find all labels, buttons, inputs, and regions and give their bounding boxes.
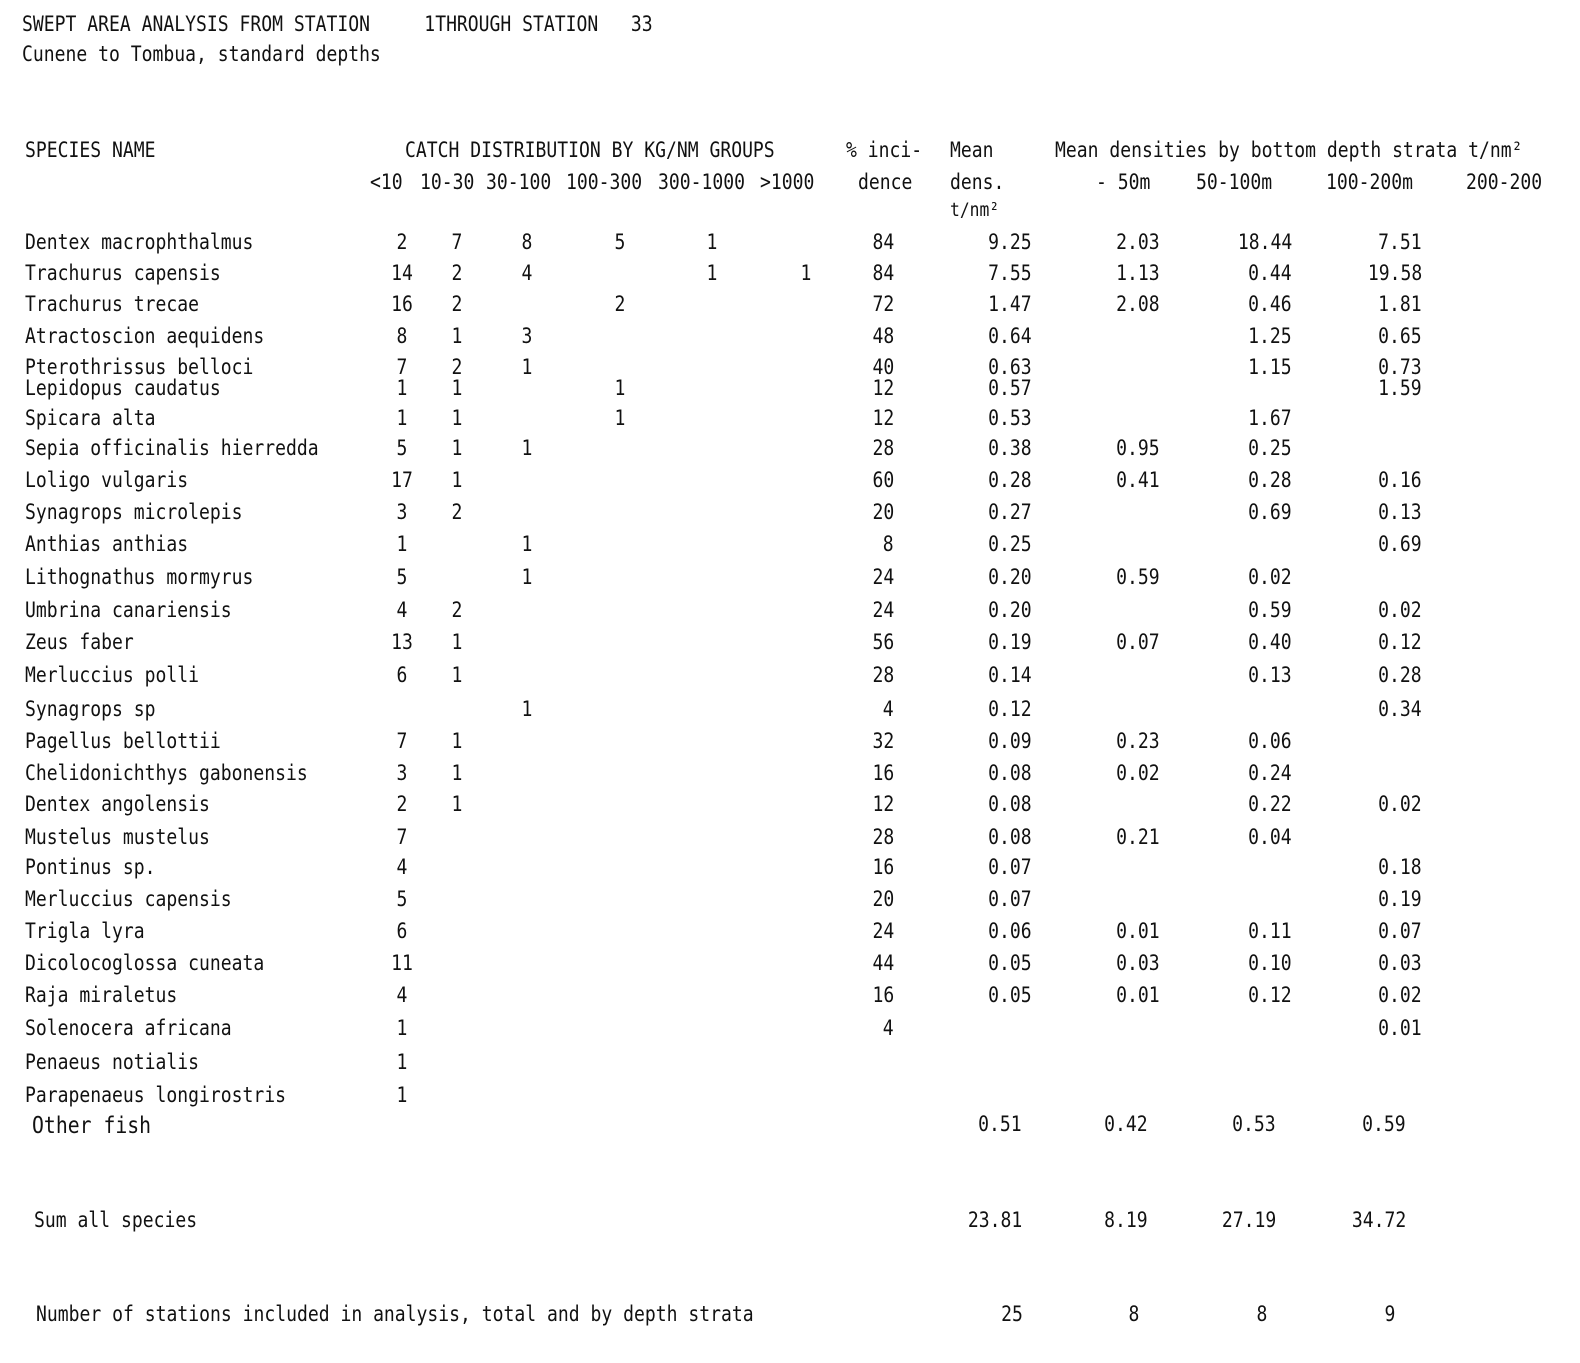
catch-count: 1 <box>451 376 463 400</box>
species-name: Dicolocoglossa cuneata <box>25 951 265 975</box>
catch-count: 5 <box>396 436 408 460</box>
strata-density: 0.95 <box>1116 436 1160 460</box>
species-name: Atractoscion aequidens <box>25 324 265 348</box>
strata-density: 0.02 <box>1116 761 1160 785</box>
incidence-value: 8 <box>883 532 894 556</box>
header-mean-3: t/nm² <box>950 199 1000 221</box>
strata-density: 0.69 <box>1248 500 1292 524</box>
incidence-value: 72 <box>872 292 894 316</box>
header-strata-column: 200-200 <box>1466 170 1543 194</box>
strata-density: 0.11 <box>1248 919 1292 943</box>
incidence-value: 20 <box>872 500 894 524</box>
catch-count: 1 <box>451 436 463 460</box>
incidence-value: 24 <box>872 598 894 622</box>
strata-density: 0.02 <box>1378 598 1422 622</box>
mean-density: 0.05 <box>988 983 1032 1007</box>
species-name: Pontinus sp. <box>25 855 156 879</box>
catch-count: 2 <box>451 598 463 622</box>
header-incidence-2: dence <box>858 170 913 194</box>
catch-count: 1 <box>614 406 626 430</box>
strata-density: 0.18 <box>1378 855 1422 879</box>
strata-density: 0.06 <box>1248 729 1292 753</box>
strata-density: 1.25 <box>1248 324 1292 348</box>
incidence-value: 28 <box>872 663 894 687</box>
strata-density: 0.16 <box>1378 468 1422 492</box>
strata-density: 1.13 <box>1116 261 1160 285</box>
mean-density: 0.09 <box>988 729 1032 753</box>
strata-density: 0.41 <box>1116 468 1160 492</box>
incidence-value: 4 <box>883 1016 894 1040</box>
mean-density: 0.19 <box>988 630 1032 654</box>
strata-density: 0.21 <box>1116 825 1160 849</box>
strata-density: 2.08 <box>1116 292 1160 316</box>
catch-count: 6 <box>396 663 408 687</box>
mean-density: 9.25 <box>988 230 1032 254</box>
strata-density: 0.12 <box>1248 983 1292 1007</box>
stations-strata-2: 8 <box>1256 1302 1268 1326</box>
species-name: Pagellus bellottii <box>25 729 221 753</box>
mean-density: 0.25 <box>988 532 1032 556</box>
catch-count: 1 <box>451 792 463 816</box>
strata-density: 2.03 <box>1116 230 1160 254</box>
header-incidence-1: % inci- <box>846 138 923 162</box>
mean-density: 0.08 <box>988 825 1032 849</box>
catch-count: 1 <box>396 376 408 400</box>
species-name: Mustelus mustelus <box>25 825 210 849</box>
mean-density: 0.53 <box>988 406 1032 430</box>
strata-density: 0.03 <box>1378 951 1422 975</box>
strata-density: 0.59 <box>1116 565 1160 589</box>
header-catch-group: 300-1000 <box>658 170 745 194</box>
strata-density: 19.58 <box>1367 261 1422 285</box>
other-fish-strata-2: 0.53 <box>1232 1112 1276 1136</box>
mean-density: 0.08 <box>988 761 1032 785</box>
strata-density: 0.12 <box>1378 630 1422 654</box>
catch-count: 11 <box>391 951 413 975</box>
mean-density: 0.38 <box>988 436 1032 460</box>
catch-count: 5 <box>396 887 408 911</box>
catch-count: 5 <box>396 565 408 589</box>
incidence-value: 20 <box>872 887 894 911</box>
incidence-value: 12 <box>872 376 894 400</box>
sum-strata-1: 8.19 <box>1104 1208 1148 1232</box>
catch-count: 1 <box>396 406 408 430</box>
strata-density: 7.51 <box>1378 230 1422 254</box>
species-name: Anthias anthias <box>25 532 189 556</box>
catch-count: 2 <box>451 500 463 524</box>
catch-count: 2 <box>396 230 408 254</box>
catch-count: 8 <box>396 324 408 348</box>
header-strata-column: 100-200m <box>1326 170 1413 194</box>
other-fish-label: Other fish <box>32 1113 152 1139</box>
incidence-value: 24 <box>872 565 894 589</box>
header-catch-group: 30-100 <box>486 170 552 194</box>
stations-total: 25 <box>1001 1302 1023 1326</box>
species-name: Sepia officinalis hierredda <box>25 436 319 460</box>
mean-density: 0.07 <box>988 887 1032 911</box>
catch-count: 6 <box>396 919 408 943</box>
species-name: Chelidonichthys gabonensis <box>25 761 308 785</box>
species-name: Merluccius capensis <box>25 887 232 911</box>
mean-density: 0.07 <box>988 855 1032 879</box>
catch-count: 1 <box>451 663 463 687</box>
strata-density: 0.34 <box>1378 697 1422 721</box>
species-name: Merluccius polli <box>25 663 199 687</box>
catch-count: 4 <box>521 261 533 285</box>
species-name: Dentex macrophthalmus <box>25 230 254 254</box>
mean-density: 0.57 <box>988 376 1032 400</box>
incidence-value: 24 <box>872 919 894 943</box>
species-name: Umbrina canariensis <box>25 598 232 622</box>
species-name: Spicara alta <box>25 406 156 430</box>
incidence-value: 16 <box>872 855 894 879</box>
report-subtitle: Cunene to Tombua, standard depths <box>22 42 381 66</box>
strata-density: 0.01 <box>1116 983 1160 1007</box>
stations-label: Number of stations included in analysis, total and by depth strata <box>36 1302 754 1326</box>
species-name: Dentex angolensis <box>25 792 210 816</box>
catch-count: 8 <box>521 230 533 254</box>
catch-count: 2 <box>396 792 408 816</box>
species-name: Trachurus trecae <box>25 292 199 316</box>
header-strata-column: - 50m <box>1096 170 1151 194</box>
catch-count: 16 <box>391 292 413 316</box>
mean-density: 7.55 <box>988 261 1032 285</box>
species-name: Lepidopus caudatus <box>25 376 221 400</box>
sum-strata-2: 27.19 <box>1221 1208 1276 1232</box>
strata-density: 1.81 <box>1378 292 1422 316</box>
header-catch-group: 10-30 <box>420 170 475 194</box>
strata-density: 0.13 <box>1378 500 1422 524</box>
incidence-value: 84 <box>872 230 894 254</box>
mean-density: 0.20 <box>988 565 1032 589</box>
species-name: Pterothrissus belloci <box>25 355 254 379</box>
species-name: Zeus faber <box>25 630 134 654</box>
strata-density: 0.23 <box>1116 729 1160 753</box>
header-catch-group: <10 <box>370 170 403 194</box>
catch-count: 1 <box>396 532 408 556</box>
strata-density: 0.46 <box>1248 292 1292 316</box>
catch-count: 14 <box>391 261 413 285</box>
strata-density: 18.44 <box>1237 230 1292 254</box>
catch-count: 1 <box>521 697 533 721</box>
incidence-value: 28 <box>872 436 894 460</box>
incidence-value: 16 <box>872 983 894 1007</box>
strata-density: 0.02 <box>1248 565 1292 589</box>
incidence-value: 56 <box>872 630 894 654</box>
strata-density: 1.15 <box>1248 355 1292 379</box>
mean-density: 0.06 <box>988 919 1032 943</box>
strata-density: 0.25 <box>1248 436 1292 460</box>
catch-count: 1 <box>800 261 812 285</box>
incidence-value: 60 <box>872 468 894 492</box>
report-title: SWEPT AREA ANALYSIS FROM STATION 1THROUGH STATION 33 <box>22 12 653 36</box>
catch-count: 1 <box>396 1083 408 1107</box>
mean-density: 0.12 <box>988 697 1032 721</box>
catch-count: 1 <box>396 1050 408 1074</box>
incidence-value: 4 <box>883 697 894 721</box>
species-name: Parapenaeus longirostris <box>25 1083 286 1107</box>
catch-count: 3 <box>396 761 408 785</box>
strata-density: 0.69 <box>1378 532 1422 556</box>
strata-density: 0.44 <box>1248 261 1292 285</box>
catch-count: 1 <box>521 355 533 379</box>
strata-density: 0.01 <box>1116 919 1160 943</box>
header-strata: Mean densities by bottom depth strata t/nm² <box>1055 138 1523 162</box>
header-strata-column: 50-100m <box>1196 170 1273 194</box>
strata-density: 0.04 <box>1248 825 1292 849</box>
incidence-value: 44 <box>872 951 894 975</box>
species-name: Trigla lyra <box>25 919 145 943</box>
other-fish-strata-1: 0.42 <box>1104 1112 1148 1136</box>
catch-count: 1 <box>451 324 463 348</box>
catch-count: 1 <box>706 230 718 254</box>
stations-strata-3: 9 <box>1384 1302 1396 1326</box>
strata-density: 0.65 <box>1378 324 1422 348</box>
catch-count: 7 <box>396 825 408 849</box>
catch-count: 7 <box>451 230 463 254</box>
mean-density: 0.64 <box>988 324 1032 348</box>
catch-count: 17 <box>391 468 413 492</box>
strata-density: 0.22 <box>1248 792 1292 816</box>
catch-count: 1 <box>451 729 463 753</box>
strata-density: 0.73 <box>1378 355 1422 379</box>
strata-density: 0.59 <box>1248 598 1292 622</box>
catch-count: 3 <box>396 500 408 524</box>
mean-density: 0.28 <box>988 468 1032 492</box>
species-name: Synagrops sp <box>25 697 156 721</box>
sum-mean: 23.81 <box>967 1208 1022 1232</box>
incidence-value: 32 <box>872 729 894 753</box>
species-name: Synagrops microlepis <box>25 500 243 524</box>
strata-density: 0.03 <box>1116 951 1160 975</box>
catch-count: 1 <box>451 761 463 785</box>
catch-count: 1 <box>706 261 718 285</box>
strata-density: 1.59 <box>1378 376 1422 400</box>
species-name: Trachurus capensis <box>25 261 221 285</box>
incidence-value: 12 <box>872 406 894 430</box>
catch-count: 2 <box>451 355 463 379</box>
catch-count: 1 <box>451 468 463 492</box>
incidence-value: 12 <box>872 792 894 816</box>
sum-strata-3: 34.72 <box>1351 1208 1406 1232</box>
incidence-value: 28 <box>872 825 894 849</box>
header-catch: CATCH DISTRIBUTION BY KG/NM GROUPS <box>405 138 775 162</box>
catch-count: 4 <box>396 598 408 622</box>
species-name: Penaeus notialis <box>25 1050 199 1074</box>
catch-count: 1 <box>521 565 533 589</box>
strata-density: 0.40 <box>1248 630 1292 654</box>
incidence-value: 48 <box>872 324 894 348</box>
species-name: Loligo vulgaris <box>25 468 189 492</box>
catch-count: 1 <box>451 630 463 654</box>
catch-count: 4 <box>396 855 408 879</box>
catch-count: 4 <box>396 983 408 1007</box>
incidence-value: 40 <box>872 355 894 379</box>
incidence-value: 16 <box>872 761 894 785</box>
catch-count: 1 <box>614 376 626 400</box>
catch-count: 13 <box>391 630 413 654</box>
mean-density: 0.27 <box>988 500 1032 524</box>
catch-count: 1 <box>396 1016 408 1040</box>
species-name: Solenocera africana <box>25 1016 232 1040</box>
strata-density: 0.19 <box>1378 887 1422 911</box>
strata-density: 1.67 <box>1248 406 1292 430</box>
mean-density: 1.47 <box>988 292 1032 316</box>
header-catch-group: 100-300 <box>566 170 643 194</box>
sum-label: Sum all species <box>34 1208 198 1232</box>
strata-density: 0.01 <box>1378 1016 1422 1040</box>
strata-density: 0.07 <box>1378 919 1422 943</box>
catch-count: 2 <box>614 292 626 316</box>
species-name: Raja miraletus <box>25 983 178 1007</box>
strata-density: 0.24 <box>1248 761 1292 785</box>
header-catch-group: >1000 <box>760 170 815 194</box>
header-mean-1: Mean <box>950 138 994 162</box>
incidence-value: 84 <box>872 261 894 285</box>
catch-count: 2 <box>451 292 463 316</box>
mean-density: 0.63 <box>988 355 1032 379</box>
other-fish-mean: 0.51 <box>978 1112 1022 1136</box>
mean-density: 0.08 <box>988 792 1032 816</box>
mean-density: 0.05 <box>988 951 1032 975</box>
mean-density: 0.14 <box>988 663 1032 687</box>
other-fish-strata-3: 0.59 <box>1362 1112 1406 1136</box>
catch-count: 1 <box>521 532 533 556</box>
species-name: Lithognathus mormyrus <box>25 565 254 589</box>
strata-density: 0.28 <box>1248 468 1292 492</box>
strata-density: 0.02 <box>1378 983 1422 1007</box>
strata-density: 0.10 <box>1248 951 1292 975</box>
mean-density: 0.20 <box>988 598 1032 622</box>
catch-count: 3 <box>521 324 533 348</box>
strata-density: 0.02 <box>1378 792 1422 816</box>
catch-count: 7 <box>396 729 408 753</box>
strata-density: 0.07 <box>1116 630 1160 654</box>
catch-count: 1 <box>521 436 533 460</box>
catch-count: 5 <box>614 230 626 254</box>
strata-density: 0.13 <box>1248 663 1292 687</box>
catch-count: 2 <box>451 261 463 285</box>
strata-density: 0.28 <box>1378 663 1422 687</box>
catch-count: 7 <box>396 355 408 379</box>
header-species: SPECIES NAME <box>25 138 156 162</box>
catch-count: 1 <box>451 406 463 430</box>
header-mean-2: dens. <box>950 170 1005 194</box>
stations-strata-1: 8 <box>1128 1302 1140 1326</box>
